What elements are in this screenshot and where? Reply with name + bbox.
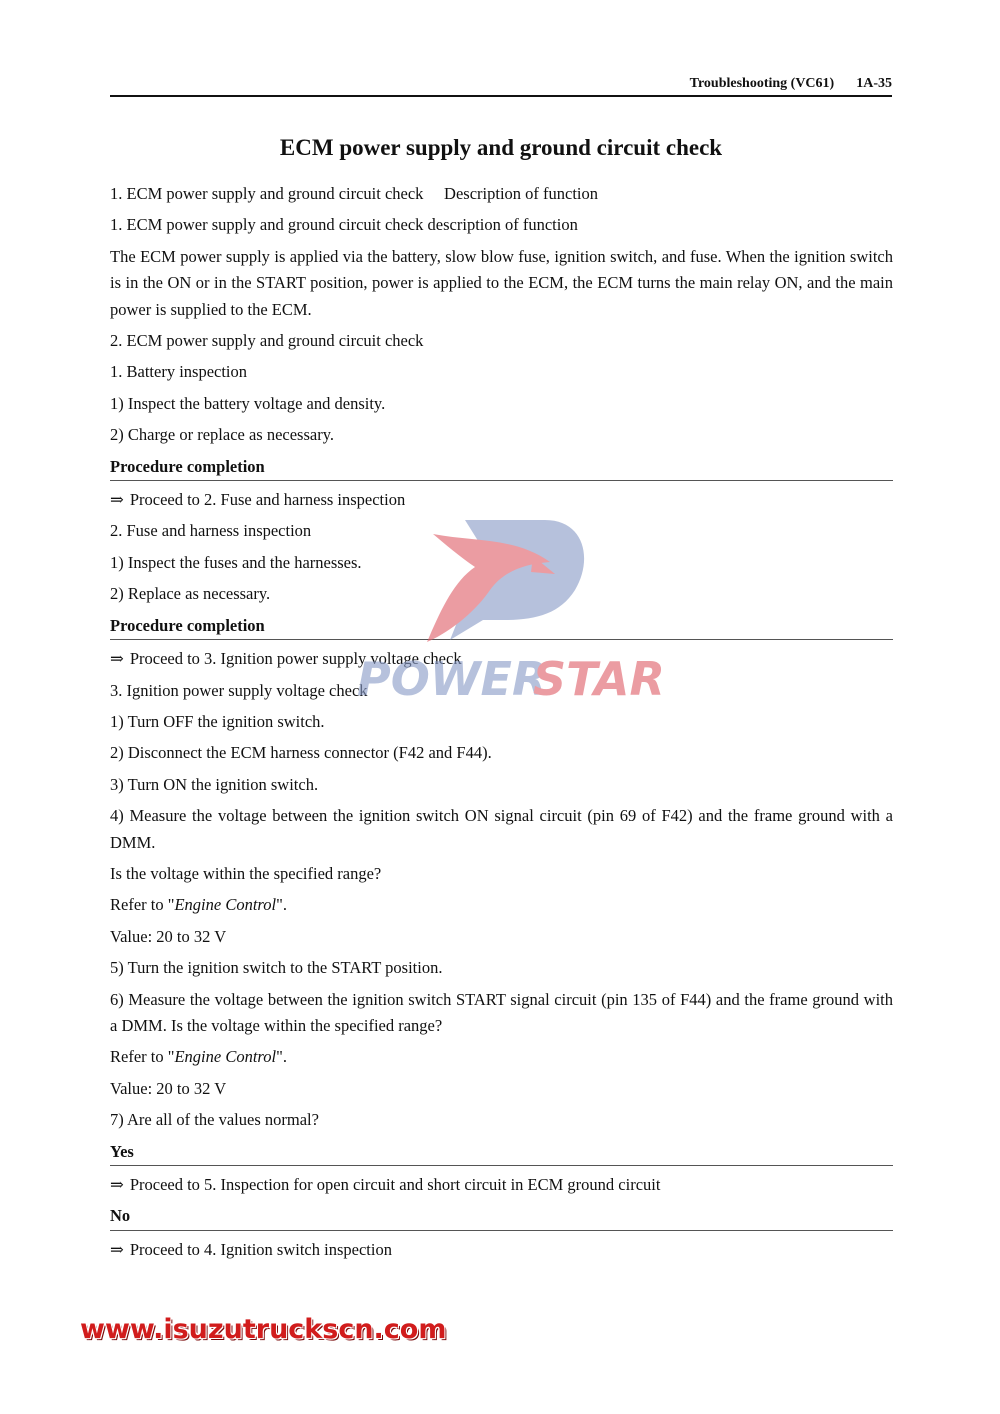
- document-body: [110, 181, 893, 1268]
- result-label-no: No: [110, 1203, 893, 1230]
- subsection-heading: 1. ECM power supply and ground circuit check description of function: [110, 215, 578, 235]
- proceed-line: ⇒ Proceed to 2. Fuse and harness inspection: [110, 490, 406, 510]
- arrow-icon: ⇒: [110, 1239, 124, 1259]
- instruction: 3) Turn ON the ignition switch.: [110, 774, 319, 794]
- watermark-word-power: POWER: [357, 652, 548, 706]
- instruction: 1) Inspect the battery voltage and density.: [110, 393, 386, 413]
- instruction: 2) Charge or replace as necessary.: [110, 425, 335, 445]
- section-heading: 2. ECM power supply and ground circuit check: [110, 331, 424, 351]
- header-page-number: 1A-35: [856, 76, 892, 91]
- question: 7) Are all of the values normal?: [110, 1110, 319, 1130]
- arrow-icon: ⇒: [110, 649, 124, 669]
- footer-website-url: www.isuzutruckscn.com: [80, 1314, 447, 1345]
- watermark-word-star: STAR: [533, 652, 665, 706]
- reference-line: Refer to "Engine Control".: [110, 895, 287, 915]
- proceed-line: ⇒ Proceed to 4. Ignition switch inspection: [110, 1239, 392, 1259]
- step-heading: 3. Ignition power supply voltage check: [110, 680, 368, 700]
- result-label: Procedure completion: [110, 454, 893, 481]
- instruction: 6) Measure the voltage between the ignition switch START signal circuit (pin 135 of F44) and the frame ground with a DMM. Is the voltage within the specified range?: [110, 989, 893, 1035]
- instruction: 1) Turn OFF the ignition switch.: [110, 711, 325, 731]
- instruction: 2) Disconnect the ECM harness connector (F42 and F44).: [110, 743, 492, 763]
- section-heading: 1. ECM power supply and ground circuit check Description of function: [110, 184, 599, 203]
- instruction: 4) Measure the voltage between the ignition switch ON signal circuit (pin 69 of F42) and the frame ground with a DMM.: [110, 806, 893, 852]
- proceed-line: ⇒ Proceed to 3. Ignition power supply voltage check: [110, 649, 462, 669]
- value-line: Value: 20 to 32 V: [110, 1078, 227, 1098]
- arrow-icon: ⇒: [110, 1175, 124, 1194]
- value-line: Value: 20 to 32 V: [110, 926, 227, 946]
- question: Is the voltage within the specified range?: [110, 863, 382, 883]
- instruction: 2) Replace as necessary.: [110, 584, 271, 604]
- header-section: Troubleshooting (VC61): [689, 76, 835, 91]
- step-heading: 2. Fuse and harness inspection: [110, 521, 312, 541]
- page-title: ECM power supply and ground circuit check: [279, 135, 723, 160]
- description-paragraph: The ECM power supply is applied via the battery, slow blow fuse, ignition switch, and fuse. When the ignition switch is in the ON or in the START position, power is applied to the ECM, the ECM turns the main relay ON, and the main power is supplied to the ECM.: [110, 246, 893, 319]
- arrow-icon: ⇒: [110, 490, 124, 510]
- result-label: Procedure completion: [110, 613, 893, 640]
- proceed-line: ⇒ Proceed to 5. Inspection for open circuit and short circuit in ECM ground circuit: [110, 1175, 661, 1194]
- reference-line: Refer to "Engine Control".: [110, 1047, 287, 1067]
- step-heading: 1. Battery inspection: [110, 362, 248, 382]
- instruction: 1) Inspect the fuses and the harnesses.: [110, 552, 362, 572]
- instruction: 5) Turn the ignition switch to the START position.: [110, 958, 443, 978]
- page-header: [110, 76, 892, 92]
- header-rule: [110, 95, 892, 97]
- result-label-yes: Yes: [110, 1139, 893, 1166]
